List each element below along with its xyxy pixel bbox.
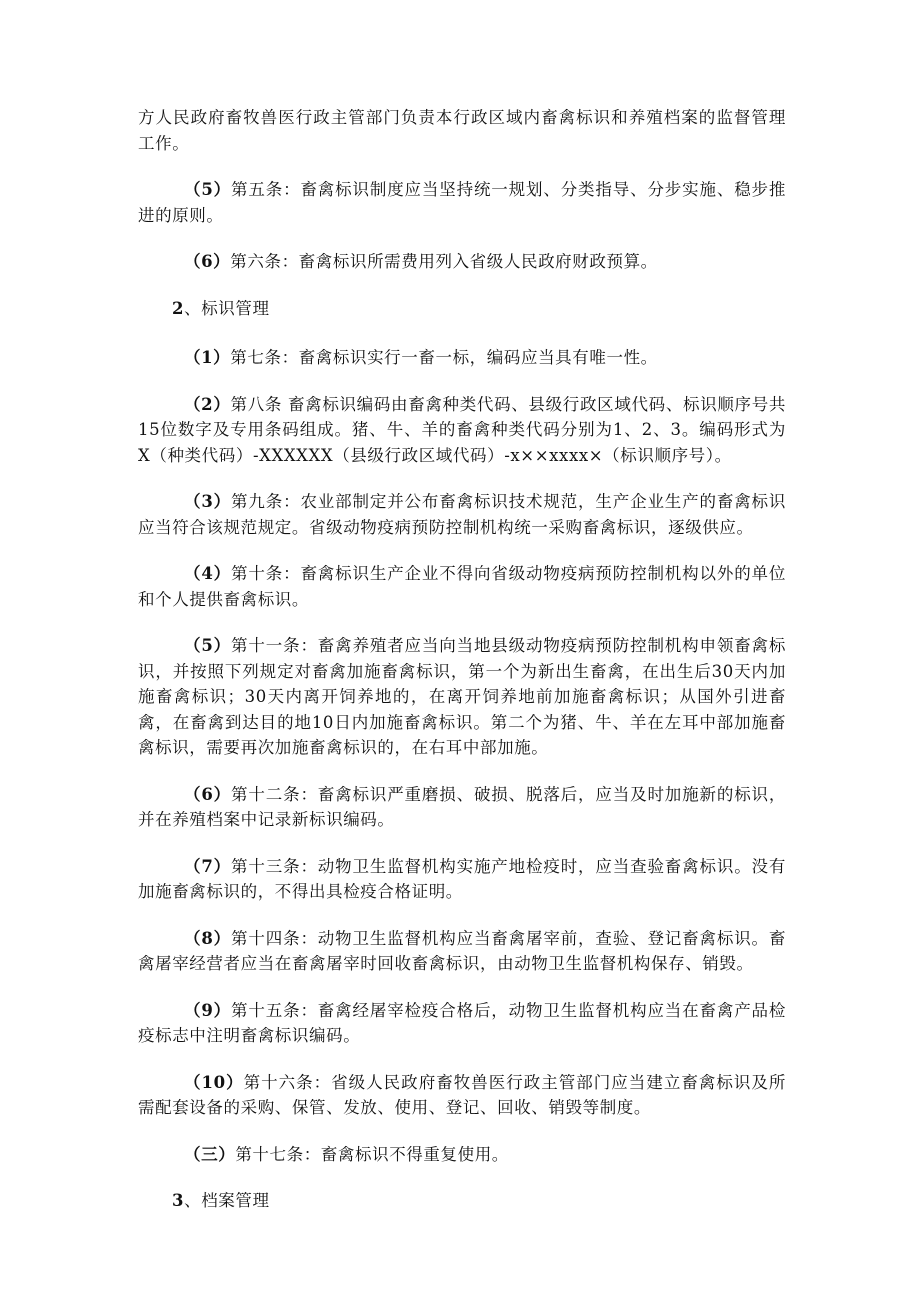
paragraph-text: 第十二条：畜禽标识严重磨损、破损、脱落后，应当及时加施新的标识，并在养殖档案中记录新标识编码。 bbox=[138, 784, 787, 829]
paragraph-text: 第十条：畜禽标识生产企业不得向省级动物疫病预防控制机构以外的单位和个人提供畜禽标识。 bbox=[138, 564, 787, 609]
article-13-paragraph bbox=[138, 854, 786, 905]
paragraph-continuation bbox=[138, 105, 786, 156]
paragraph-text: 第十五条：畜禽经屠宰检疫合格后，动物卫生监督机构应当在畜禽产品检疫标志中注明畜禽标识编码。 bbox=[138, 1000, 787, 1045]
article-12-paragraph bbox=[138, 782, 786, 833]
paragraph-text: 第六条：畜禽标识所需费用列入省级人民政府财政预算。 bbox=[230, 252, 658, 271]
article-7-paragraph bbox=[138, 345, 786, 371]
paragraph-text: 第五条：畜禽标识制度应当坚持统一规划、分类指导、分步实施、稳步推进的原则。 bbox=[138, 180, 787, 225]
item-number: （10） bbox=[184, 1072, 244, 1092]
item-number: （5） bbox=[184, 636, 232, 655]
article-6-paragraph bbox=[138, 249, 786, 275]
article-16-paragraph bbox=[138, 1070, 786, 1121]
item-number: （9） bbox=[184, 1000, 232, 1020]
section-number: 3 bbox=[172, 1191, 185, 1210]
item-number: （8） bbox=[184, 928, 232, 948]
item-number: （7） bbox=[184, 856, 232, 876]
paragraph-text: 第十六条：省级人民政府畜牧兽医行政主管部门应当建立畜禽标识及所需配套设备的采购、保管、发放、使用、登记、回收、销毁等制度。 bbox=[138, 1072, 786, 1117]
paragraph-text: 第九条：农业部制定并公布畜禽标识技术规范，生产企业生产的畜禽标识应当符合该规范规定。省级动物疫病预防控制机构统一采购畜禽标识，逐级供应。 bbox=[138, 492, 787, 537]
paragraph-text: 第十三条：动物卫生监督机构实施产地检疫时，应当查验畜禽标识。没有加施畜禽标识的，不得出具检疫合格证明。 bbox=[138, 856, 787, 901]
item-number: （2） bbox=[184, 394, 231, 414]
section-number: 2 bbox=[172, 298, 185, 318]
item-number: （6） bbox=[184, 784, 232, 804]
article-10-paragraph bbox=[138, 561, 786, 612]
article-8-paragraph bbox=[138, 392, 786, 469]
article-14-paragraph bbox=[138, 926, 786, 977]
item-number: （1） bbox=[184, 348, 231, 367]
paragraph-text: 第十一条：畜禽养殖者应当向当地县级动物疫病预防控制机构申领畜禽标识，并按照下列规定对畜禽加施畜禽标识，第一个为新出生畜禽，在出生后30天内加施畜禽标识；30天内离开饲养地的，在离开饲养地前加施畜禽标识；从国外引进畜禽，在畜禽到达目的地10日内加施畜禽标识。第二个为猪、牛、羊在左耳中部加施畜禽标识，需要再次加施畜禽标识的，在右耳中部加施。 bbox=[138, 636, 787, 757]
item-number: （6） bbox=[184, 252, 231, 271]
document-page bbox=[138, 105, 786, 1238]
paragraph-text: 第十七条：畜禽标识不得重复使用。 bbox=[235, 1144, 509, 1164]
section-title: 、标识管理 bbox=[184, 298, 270, 318]
section-title: 、档案管理 bbox=[184, 1191, 270, 1210]
paragraph-text: 第八条 畜禽标识编码由畜禽种类代码、县级行政区域代码、标识顺序号共15位数字及专用条码组成。猪、牛、羊的畜禽种类代码分别为1、2、3。编码形式为X（种类代码）-XXXXXX（县级行政区域代码）-x××xxxx×（标识顺序号）。 bbox=[138, 394, 787, 465]
paragraph-text: 第七条：畜禽标识实行一畜一标，编码应当具有唯一性。 bbox=[230, 348, 658, 367]
paragraph-text: 方人民政府畜牧兽医行政主管部门负责本行政区域内畜禽标识和养殖档案的监督管理工作。 bbox=[138, 108, 786, 153]
article-17-paragraph bbox=[138, 1142, 786, 1168]
section-heading-identification bbox=[138, 296, 786, 322]
item-number: （三） bbox=[184, 1144, 236, 1164]
article-9-paragraph bbox=[138, 489, 786, 540]
item-number: （4） bbox=[184, 564, 232, 583]
article-5-paragraph bbox=[138, 177, 786, 228]
section-heading-records bbox=[138, 1188, 786, 1214]
item-number: （3） bbox=[184, 492, 232, 511]
item-number: （5） bbox=[184, 180, 232, 199]
article-11-paragraph bbox=[138, 633, 786, 761]
paragraph-text: 第十四条：动物卫生监督机构应当畜禽屠宰前，查验、登记畜禽标识。畜禽屠宰经营者应当在畜禽屠宰时回收畜禽标识，由动物卫生监督机构保存、销毁。 bbox=[138, 928, 787, 973]
article-15-paragraph bbox=[138, 998, 786, 1049]
